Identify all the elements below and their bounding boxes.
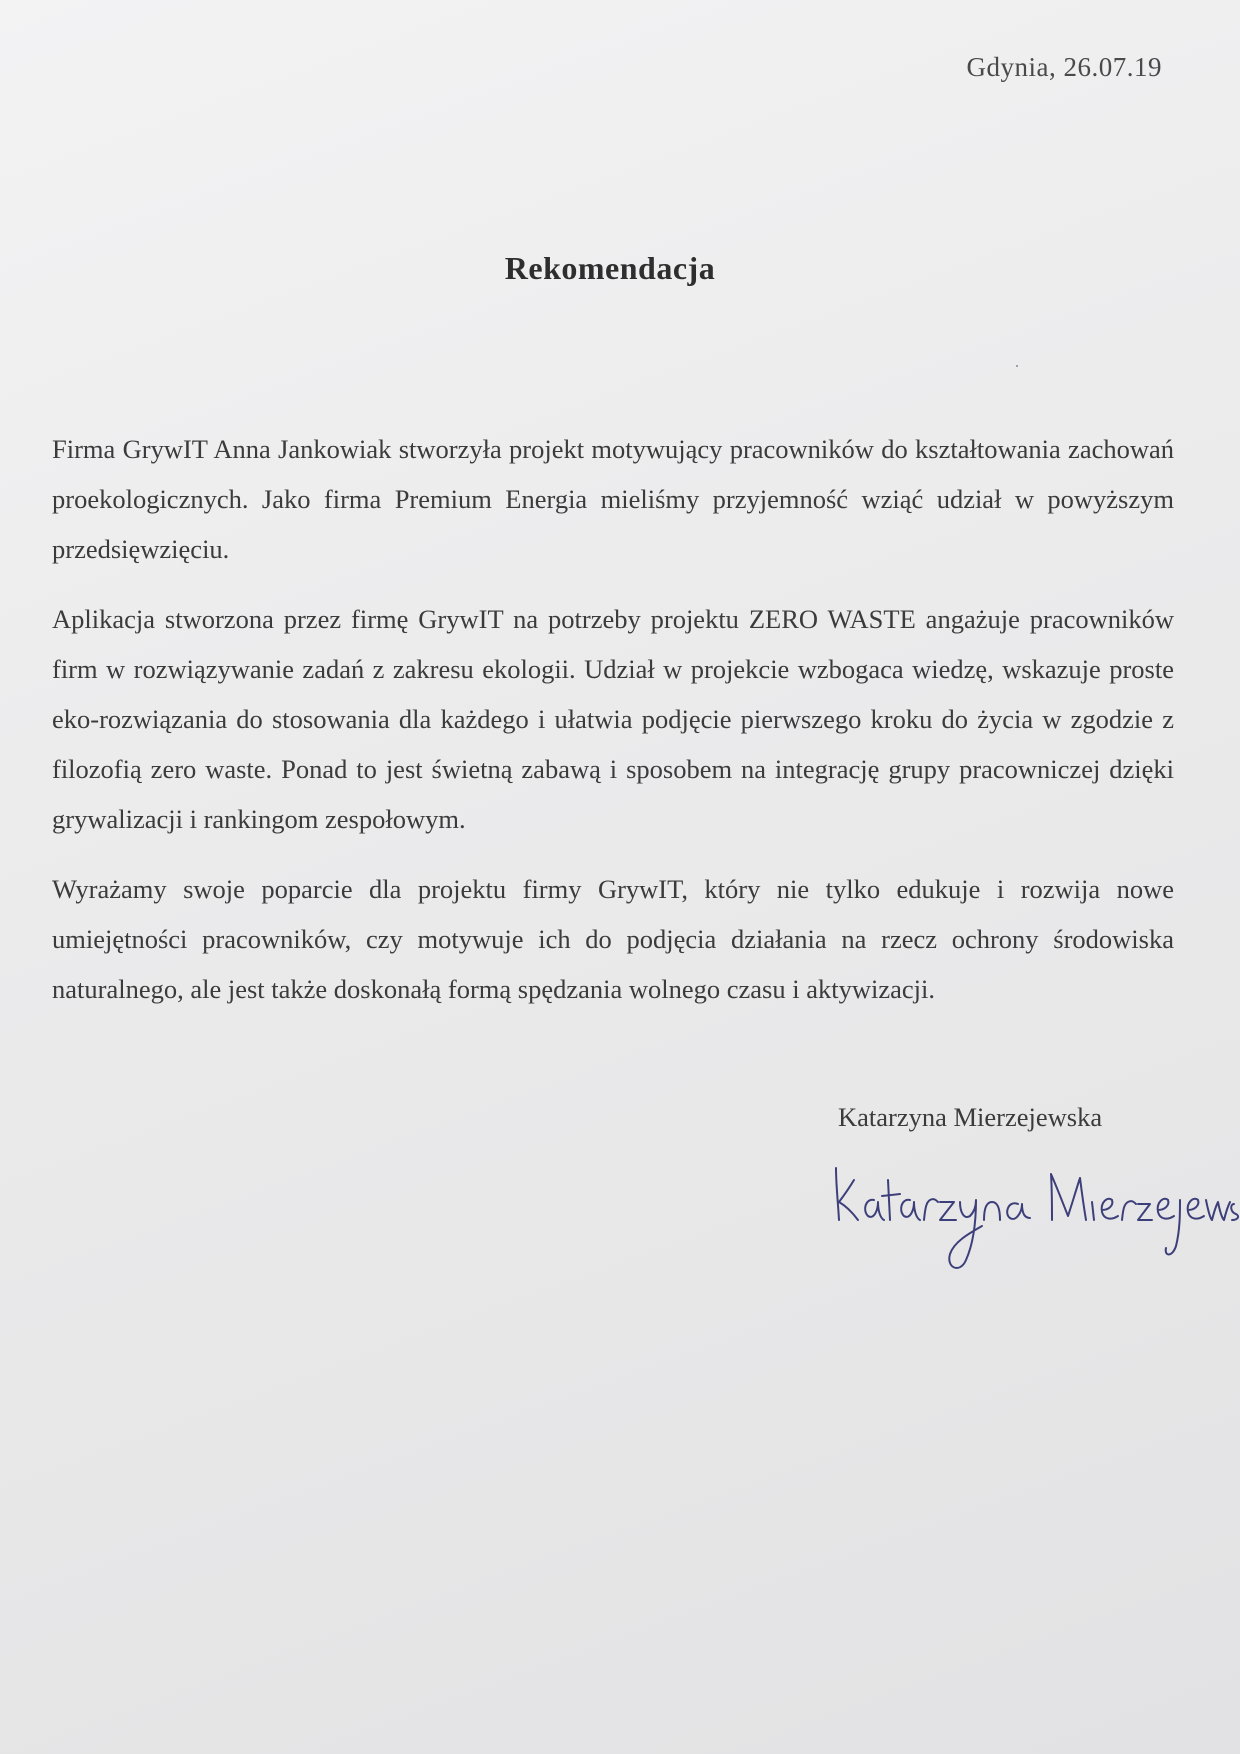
letter-date: Gdynia, 26.07.19 bbox=[966, 52, 1162, 82]
signer-name: Katarzyna Mierzejewska bbox=[838, 1102, 1103, 1132]
pen-dot bbox=[1016, 365, 1018, 367]
letter-title: Rekomendacja bbox=[504, 250, 716, 286]
paragraph-1: Firma GrywIT Anna Jankowiak stworzyła projekt motywujący pracowników do kształtowania zachowań proekologicznych. Jako firma Premium Energia mieliśmy przyjemność wziąć udział w powyższym przedsięwzięciu. bbox=[52, 434, 1174, 564]
letter-body bbox=[52, 424, 1174, 1034]
handwritten-signature bbox=[826, 1150, 1240, 1270]
paragraph-3: Wyrażamy swoje poparcie dla projektu firmy GrywIT, który nie tylko edukuje i rozwija nowe umiejętności pracowników, czy motywuje ich do podjęcia działania na rzecz ochrony środowiska naturalnego, ale jest także doskonałą formą spędzania wolnego czasu i aktywizacji. bbox=[52, 874, 1174, 1004]
paragraph-2: Aplikacja stworzona przez firmę GrywIT na potrzeby projektu ZERO WASTE angażuje pracowników firm w rozwiązywanie zadań z zakresu ekologii. Udział w projekcie wzbogaca wiedzę, wskazuje proste eko-rozwiązania do stosowania dla każdego i ułatwia podjęcie pierwszego kroku do życia w zgodzie z filozofią zero waste. Ponad to jest świetną zabawą i sposobem na integrację grupy pracowniczej dzięki grywalizacji i rankingom zespołowym. bbox=[52, 604, 1174, 834]
